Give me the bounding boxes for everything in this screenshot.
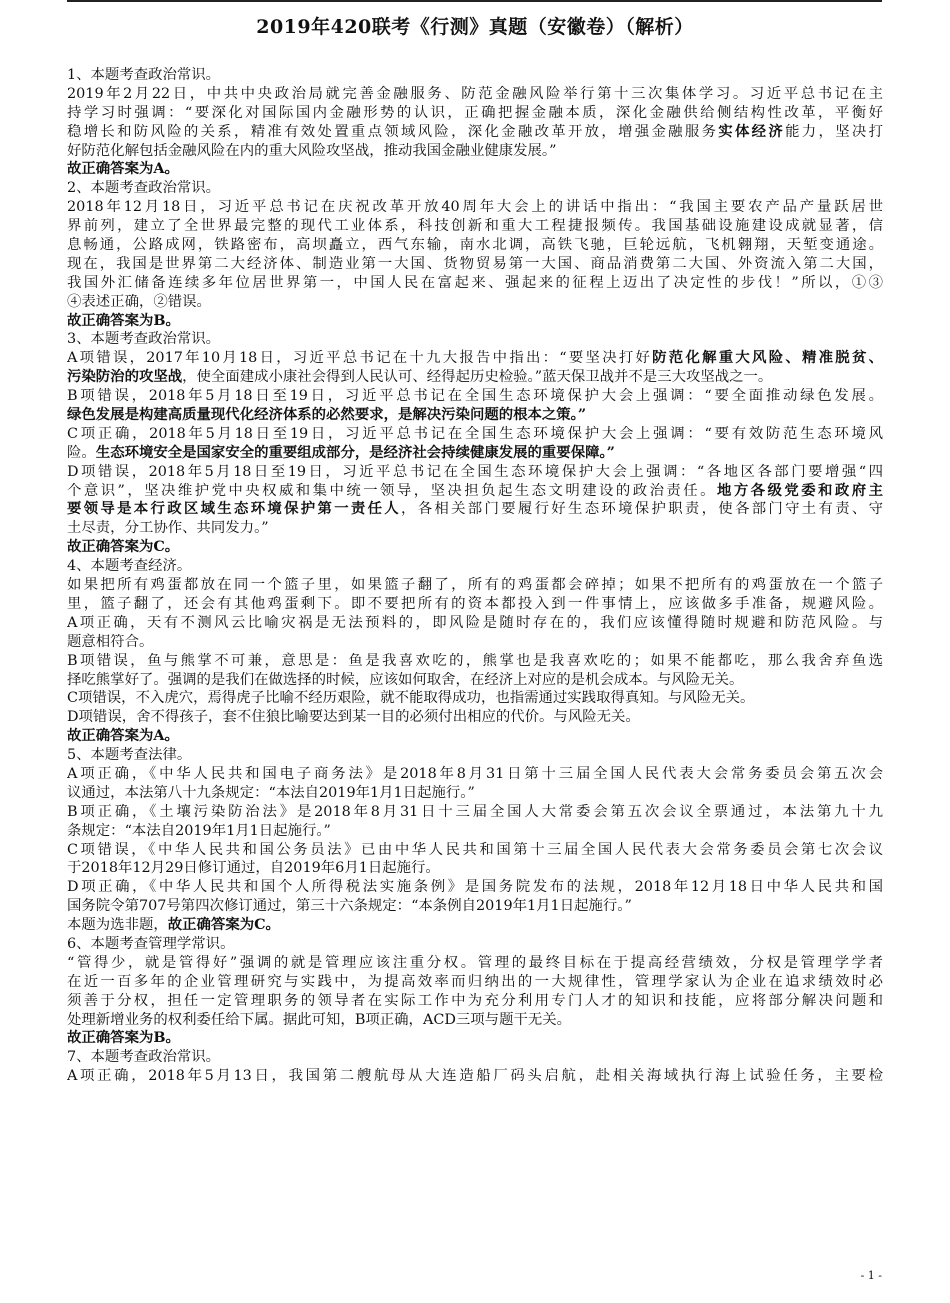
text-span: 2、本题考查政治常识。: [67, 180, 221, 197]
text-line: [67, 387, 883, 406]
text-span: 2019年2月22日，中共中央政治局就完善金融服务、防范金融风险举行第十三次集体学习。习近平总书记在主: [67, 85, 883, 102]
text-line: [67, 519, 883, 538]
text-span: 5、本题考查法律。: [67, 747, 192, 764]
text-span: 能力，坚决打: [785, 123, 883, 140]
text-span: 里，篮子翻了，还会有其他鸡蛋剩下。即不要把所有的资本都投入到一件事情上，应该做多手准备，规避风险。: [67, 595, 883, 612]
text-line: [67, 708, 883, 727]
text-span: A项正确，天有不测风云比喻灾祸是无法预料的，即风险是随时存在的，我们应该懂得随时规避和防范风险。与: [67, 614, 883, 631]
bold-text-span: 污染防治的攻坚战: [67, 368, 183, 386]
text-line: [67, 142, 883, 161]
text-span: D项错误，舍不得孩子，套不住狼比喻要达到某一目的必须付出相应的代价。与风险无关。: [67, 709, 640, 726]
text-line: [67, 916, 883, 935]
bold-text-span: 防范化解重大风险、精准脱贫、: [652, 349, 883, 367]
document-body: [67, 66, 883, 1086]
text-line: [67, 1048, 883, 1067]
text-span: 国务院令第707号第四次修订通过，第三十六条规定：“本条例自2019年1月1日起施行。”: [67, 898, 632, 915]
text-line: [67, 255, 883, 274]
text-line: [67, 538, 883, 557]
text-span: C项错误，《中华人民共和国公务员法》已由中华人民共和国第十三届全国人民代表大会常务委员会第七次会议: [67, 841, 883, 858]
text-span: 个意识”，坚决维护党中央权威和集中统一领导，坚决担负起生态文明建设的政治责任。: [67, 482, 717, 499]
bold-text-span: 故正确答案为A。: [67, 160, 179, 178]
text-line: [67, 897, 883, 916]
text-line: [67, 746, 883, 765]
text-span: B项错误，鱼与熊掌不可兼，意思是：鱼是我喜欢吃的，熊掌也是我喜欢吃的；如果不能都吃，那么我舍弃鱼选: [67, 652, 883, 669]
text-line: [67, 274, 883, 293]
text-span: 持学习时强调：“要深化对国际国内金融形势的认识，正确把握金融本质，深化金融供给侧结构性改革，平衡好: [67, 104, 883, 121]
text-span: 须善于分权，担任一定管理职务的领导者在实际工作中为充分利用专门人才的知识和技能，应将部分解决问题和: [67, 992, 883, 1009]
bold-text-span: 故正确答案为A。: [67, 727, 179, 745]
text-span: 稳增长和防风险的关系，精准有效处置重点领域风险，深化金融改革开放，增强金融服务: [67, 123, 719, 140]
bold-text-span: 地方各级党委和政府主: [716, 481, 883, 499]
text-span: 6、本题考查管理学常识。: [67, 935, 235, 952]
text-span: 在近一百多年的企业管理研究与实践中，为提高效率而归纳出的一大规律性，管理学家认为企业在追求绩效时必: [67, 973, 883, 990]
page-number: - 1 -: [860, 1269, 882, 1282]
text-span: 如果把所有鸡蛋都放在同一个篮子里，如果篮子翻了，所有的鸡蛋都会碎掉；如果不把所有的鸡蛋放在一个篮子: [67, 577, 883, 594]
header-rule: [67, 0, 882, 2]
text-line: [67, 595, 883, 614]
text-line: [67, 935, 883, 954]
text-line: [67, 293, 883, 312]
text-span: D项错误，2018年5月18日至19日，习近平总书记在全国生态环境保护大会上强调：“各地区各部门要增强“四: [67, 463, 883, 480]
text-span: 议通过，本法第八十九条规定：“本法自2019年1月1日起施行。”: [67, 784, 475, 801]
text-span: 息畅通，公路成网，铁路密布，高坝矗立，西气东输，南水北调，高铁飞驰，巨轮远航，飞机翱翔，天堑变通途。: [67, 237, 883, 254]
text-span: 4、本题考查经济。: [67, 558, 192, 575]
text-line: [67, 689, 883, 708]
text-line: [67, 557, 883, 576]
text-span: ④表述正确，②错误。: [67, 293, 211, 310]
text-line: [67, 822, 883, 841]
text-line: [67, 463, 883, 482]
text-line: [67, 312, 883, 331]
text-line: [67, 217, 883, 236]
text-span: A项正确，《中华人民共和国电子商务法》是2018年8月31日第十三届全国人民代表大会常务委员会第五次会: [67, 765, 883, 782]
text-span: A项错误，2017年10月18日，习近平总书记在十九大报告中指出：“要坚决打好: [67, 350, 653, 367]
text-span: B项错误，2018年5月18日至19日，习近平总书记在全国生态环境保护大会上强调：“要全面推动绿色发展。: [67, 388, 883, 405]
text-span: C项错误，不入虎穴，焉得虎子比喻不经历艰险，就不能取得成功，也指需通过实践取得真知。与风险无关。: [67, 690, 755, 707]
document-title: 2019年420联考《行测》真题（安徽卷）（解析）: [256, 16, 694, 38]
text-line: [67, 652, 883, 671]
text-line: [67, 179, 883, 198]
bold-text-span: 故正确答案为B。: [67, 311, 180, 329]
text-span: 1、本题考查政治常识。: [67, 67, 221, 83]
text-span: 择吃熊掌好了。强调的是我们在做选择的时候，应该如何取舍，在经济上对应的是机会成本。与风险无关。: [67, 671, 744, 688]
text-line: [67, 671, 883, 690]
text-span: 3、本题考查政治常识。: [67, 331, 221, 348]
bold-text-span: 生态环境安全是国家安全的重要组成部分，是经济社会持续健康发展的重要保障。”: [95, 443, 615, 461]
text-line: [67, 349, 883, 368]
text-span: 题意相符合。: [67, 633, 154, 650]
text-line: [67, 784, 883, 803]
text-line: [67, 727, 883, 746]
text-line: [67, 859, 883, 878]
text-line: [67, 66, 883, 85]
text-span: 险。: [67, 444, 96, 461]
bold-text-span: 故正确答案为B。: [67, 1029, 180, 1047]
text-span: 界前列，建立了全世界最完整的现代工业体系，科技创新和重大工程捷报频传。我国基础设施建设成就显著，信: [67, 218, 883, 235]
text-line: [67, 992, 883, 1011]
bold-text-span: 实体经济: [718, 122, 786, 140]
text-span: B项正确，《土壤污染防治法》是2018年8月31日十三届全国人大常委会第五次会议全票通过，本法第九十九: [67, 803, 883, 820]
text-line: [67, 576, 883, 595]
text-line: [67, 633, 883, 652]
text-line: [67, 614, 883, 633]
text-span: 土尽责，分工协作、共同发力。”: [67, 520, 269, 537]
text-span: 我国外汇储备连续多年位居世界第一，中国人民在富起来、强起来的征程上迈出了决定性的步伐！”所以，①③: [67, 274, 883, 291]
text-line: [67, 425, 883, 444]
text-line: [67, 803, 883, 822]
text-span: ，使全面建成小康社会得到人民认可、经得起历史检验。”蓝天保卫战并不是三大攻坚战之一。: [182, 369, 773, 386]
text-line: [67, 1029, 883, 1048]
text-span: 好防范化解包括金融风险在内的重大风险攻坚战，推动我国金融业健康发展。”: [67, 142, 557, 159]
bold-text-span: 要领导是本行政区域生态环境保护第一责任人: [67, 500, 401, 518]
text-line: [67, 878, 883, 897]
text-span: 2018年12月18日，习近平总书记在庆祝改革开放40周年大会上的讲话中指出：“我国主要农产品产量跃居世: [67, 199, 883, 216]
text-span: A项正确，2018年5月13日，我国第二艘航母从大连造船厂码头启航，赴相关海域执行海上试验任务，主要检: [67, 1068, 883, 1085]
text-line: [67, 160, 883, 179]
text-span: 现在，我国是世界第二大经济体、制造业第一大国、货物贸易第一大国、商品消费第二大国、外资流入第二大国，: [67, 255, 883, 272]
text-line: [67, 368, 883, 387]
text-line: [67, 85, 883, 104]
bold-text-span: 故正确答案为C。: [167, 916, 280, 934]
text-line: [67, 104, 883, 123]
text-line: [67, 1067, 883, 1086]
bold-text-span: 故正确答案为C。: [67, 538, 180, 556]
text-span: 条规定：“本法自2019年1月1日起施行。”: [67, 822, 331, 839]
text-line: [67, 482, 883, 501]
text-line: [67, 500, 883, 519]
text-line: [67, 406, 883, 425]
text-span: 7、本题考查政治常识。: [67, 1049, 221, 1066]
text-line: [67, 198, 883, 217]
text-span: C项正确，2018年5月18日至19日，习近平总书记在全国生态环境保护大会上强调：“要有效防范生态环境风: [67, 425, 883, 442]
text-span: 处理新增业务的权利委任给下属。据此可知，B项正确，ACD三项与题干无关。: [67, 1011, 572, 1028]
text-span: 于2018年12月29日修订通过，自2019年6月1日起施行。: [67, 860, 440, 877]
text-line: [67, 954, 883, 973]
text-line: [67, 123, 883, 142]
text-line: [67, 330, 883, 349]
text-span: 本题为选非题，: [67, 917, 168, 934]
text-line: [67, 444, 883, 463]
text-span: ，各相关部门要履行好生态环境保护职责，使各部门守土有责、守: [401, 501, 883, 518]
text-line: [67, 973, 883, 992]
text-line: [67, 841, 883, 860]
text-line: [67, 1011, 883, 1030]
text-span: “管得少，就是管得好”强调的就是管理应该注重分权。管理的最终目标在于提高经营绩效，分权是管理学学者: [67, 954, 883, 971]
bold-text-span: 绿色发展是构建高质量现代化经济体系的必然要求，是解决污染问题的根本之策。”: [67, 406, 587, 424]
text-line: [67, 765, 883, 784]
text-line: [67, 236, 883, 255]
text-span: D项正确，《中华人民共和国个人所得税法实施条例》是国务院发布的法规，2018年12月18日中华人民共和国: [67, 879, 883, 896]
